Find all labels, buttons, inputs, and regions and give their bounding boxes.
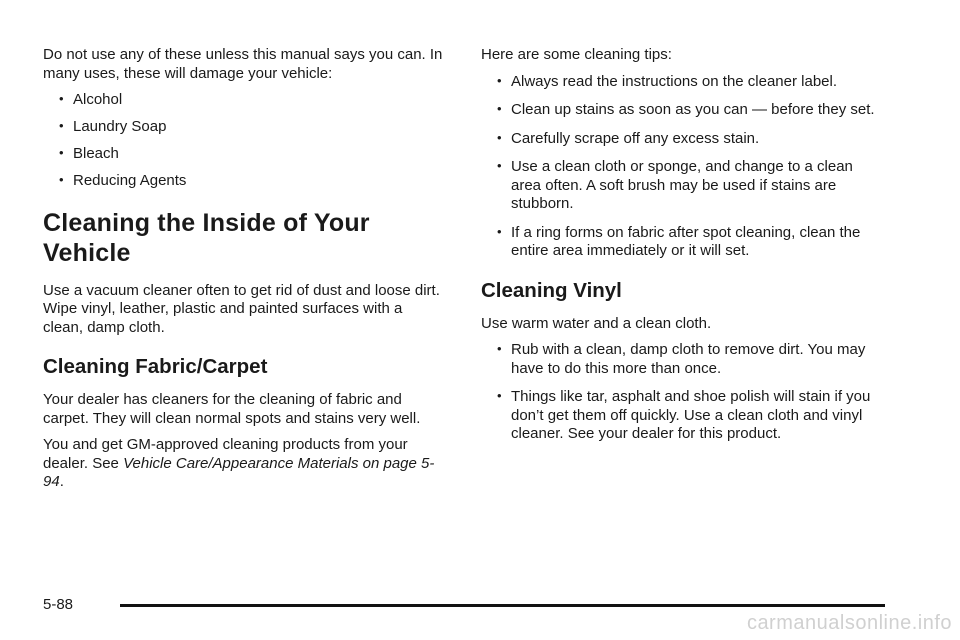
tips-list	[481, 73, 881, 261]
fabric-paragraph-2-end: .	[59, 473, 64, 490]
bullet-icon: •	[497, 101, 502, 116]
fabric-paragraph-2-text: You and get GM-approved cleaning products from your dealer. See	[43, 436, 408, 472]
bullet-icon: •	[59, 172, 64, 187]
inside-paragraph: Use a vacuum cleaner often to get rid of dust and loose dirt. Wipe vinyl, leather, plastic and painted surfaces with a clean, damp cloth.	[43, 281, 440, 336]
left-column	[43, 46, 443, 500]
bullet-icon: •	[497, 72, 502, 88]
fabric-paragraph-2	[43, 436, 443, 492]
fabric-paragraph-1: Your dealer has cleaners for the cleaning of fabric and carpet. They will clean normal spots and stains very well.	[43, 391, 421, 427]
list-item-text: Rub with a clean, damp cloth to remove dirt. You may have to do this more than once.	[511, 341, 866, 377]
list-item	[481, 158, 881, 214]
list-item	[481, 101, 881, 120]
list-item-text: If a ring forms on fabric after spot cleaning, clean the entire area immediately or it will set.	[511, 223, 861, 259]
list-item-text: Carefully scrape off any excess stain.	[511, 129, 760, 147]
bullet-icon: •	[497, 388, 502, 403]
intro-paragraph: Do not use any of these unless this manual says you can. In many uses, these will damage your vehicle:	[43, 46, 443, 82]
list-item	[481, 73, 881, 92]
heading-cleaning-inside: Cleaning the Inside of Your Vehicle	[43, 208, 370, 267]
list-item-text: Clean up stains as soon as you can — before they set.	[511, 101, 875, 118]
list-item	[481, 388, 881, 444]
list-item	[481, 130, 881, 149]
right-column	[481, 46, 881, 454]
heading-cleaning-fabric: Cleaning Fabric/Carpet	[43, 355, 268, 378]
bullet-icon: •	[59, 145, 64, 160]
heading-cleaning-vinyl: Cleaning Vinyl	[481, 278, 622, 302]
list-item	[43, 172, 443, 191]
bullet-icon: •	[59, 118, 64, 133]
list-item	[43, 145, 443, 164]
list-item-text: Bleach	[73, 145, 119, 162]
list-item-text: Always read the instructions on the cleaner label.	[511, 72, 838, 90]
list-item	[43, 91, 443, 110]
vinyl-list	[481, 341, 881, 444]
bullet-icon: •	[497, 223, 502, 239]
avoid-list	[43, 91, 443, 191]
list-item-text: Alcohol	[73, 91, 123, 108]
list-item-text: Things like tar, asphalt and shoe polish will stain if you don’t get them off quickly. Use a clean cloth and vinyl cleaner. See your dealer for this product.	[511, 388, 871, 442]
footer-rule	[120, 604, 885, 607]
page-number: 5-88	[43, 596, 74, 613]
bullet-icon: •	[497, 129, 502, 145]
cross-reference-link[interactable]: Vehicle Care/Appearance Materials on page 5-94	[43, 454, 435, 490]
bullet-icon: •	[497, 158, 502, 173]
list-item-text: Reducing Agents	[73, 172, 187, 189]
list-item-text: Use a clean cloth or sponge, and change to a clean area often. A soft brush may be used if stains are stubborn.	[511, 158, 853, 212]
list-item	[43, 118, 443, 137]
watermark: carmanualsonline.info	[746, 612, 952, 634]
list-item	[481, 341, 881, 378]
tips-intro: Here are some cleaning tips:	[481, 46, 672, 63]
list-item-text: Laundry Soap	[73, 118, 167, 135]
bullet-icon: •	[497, 341, 502, 356]
list-item	[481, 224, 881, 261]
bullet-icon: •	[59, 91, 64, 106]
vinyl-intro: Use warm water and a clean cloth.	[481, 314, 712, 332]
